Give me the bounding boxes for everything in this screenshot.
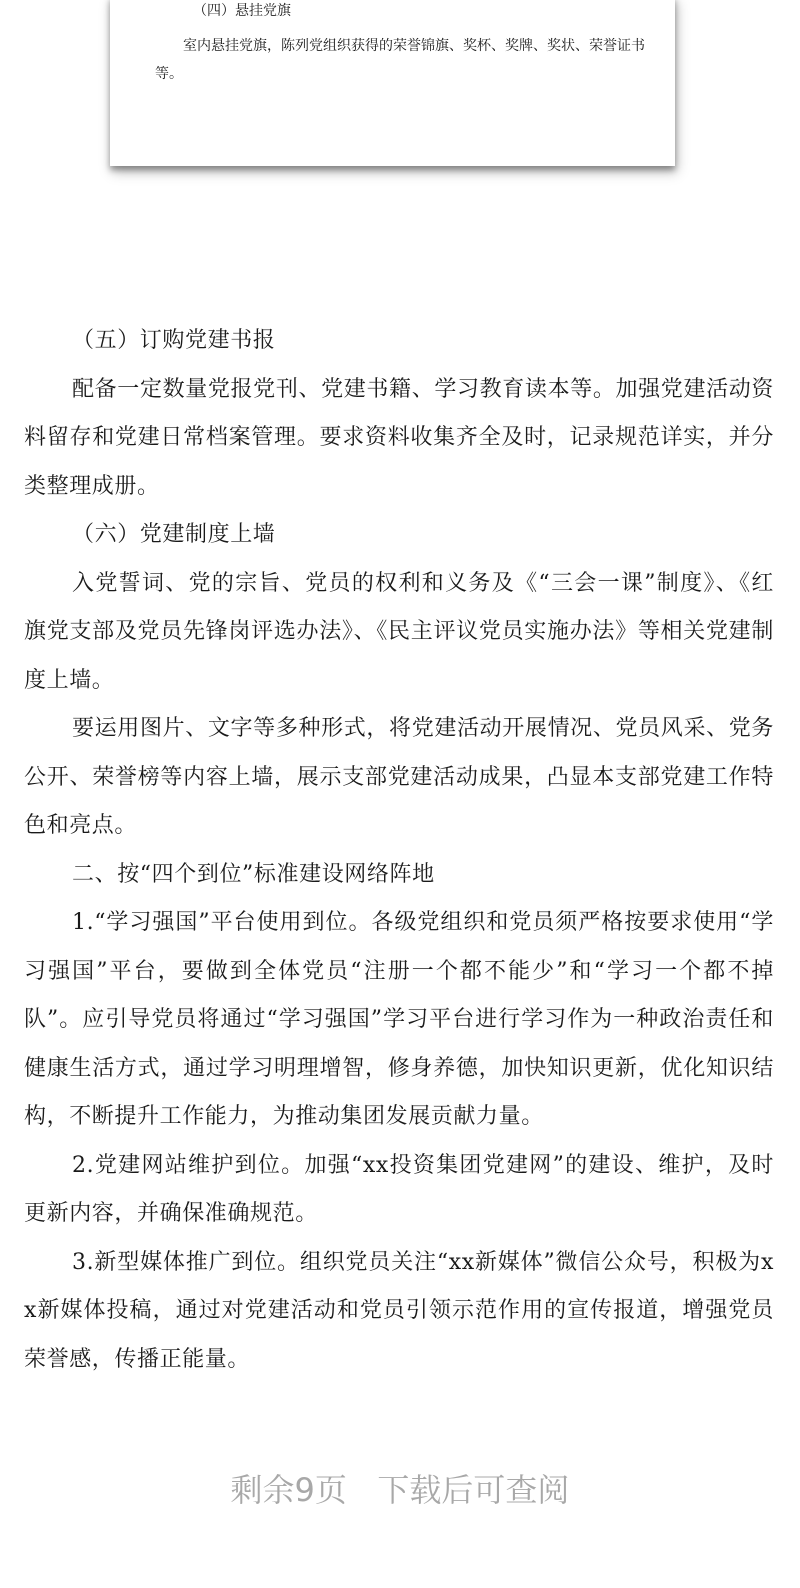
section-heading-network: 二、按“四个到位”标准建设网络阵地	[72, 861, 435, 887]
section-heading-rules-on-wall: （六）党建制度上墙	[72, 522, 276, 547]
card-heading: （四）悬挂党旗	[193, 3, 291, 19]
paragraph: 2.党建网站维护到位。加强“xx投资集团党建网”的建设、维护，及时更新内容，并确保准确规范。	[24, 1152, 774, 1226]
paragraph: 入党誓词、党的宗旨、党员的权利和义务及《“三会一课”制度》、《红旗党支部及党员先锋岗评选办法》、《民主评议党员实施办法》等相关党建制度上墙。	[24, 570, 774, 693]
paragraph: 配备一定数量党报党刊、党建书籍、学习教育读本等。加强党建活动资料留存和党建日常档案管理。要求资料收集齐全及时，记录规范详实，并分类整理成册。	[24, 376, 774, 499]
document-body	[24, 317, 774, 1384]
card-paragraph: 室内悬挂党旗，陈列党组织获得的荣誉锦旗、奖杯、奖牌、奖状、荣誉证书等。	[155, 38, 645, 82]
section-heading-subscribe: （五）订购党建书报	[72, 328, 276, 353]
remaining-pages-notice[interactable]: 剩余9页 下载后可查阅	[230, 1471, 570, 1509]
paragraph: 要运用图片、文字等多种形式，将党建活动开展情况、党员风采、党务公开、荣誉榜等内容上墙，展示支部党建活动成果，凸显本支部党建工作特色和亮点。	[24, 716, 774, 838]
paragraph: 1.“学习强国”平台使用到位。各级党组织和党员须严格按要求使用“学习强国”平台，要做到全体党员“注册一个都不能少”和“学习一个都不掉队”。应引导党员将通过“学习强国”学习平台进行学习作为一种政治责任和健康生活方式，通过学习明理增智，修身养德，加快知识更新，优化知识结构，不断提升工作能力，为推动集团发展贡献力量。	[24, 910, 774, 1129]
paragraph: 3.新型媒体推广到位。组织党员关注“xx新媒体”微信公众号，积极为xx新媒体投稿，通过对党建活动和党员引领示范作用的宣传报道，增强党员荣誉感，传播正能量。	[24, 1249, 774, 1372]
